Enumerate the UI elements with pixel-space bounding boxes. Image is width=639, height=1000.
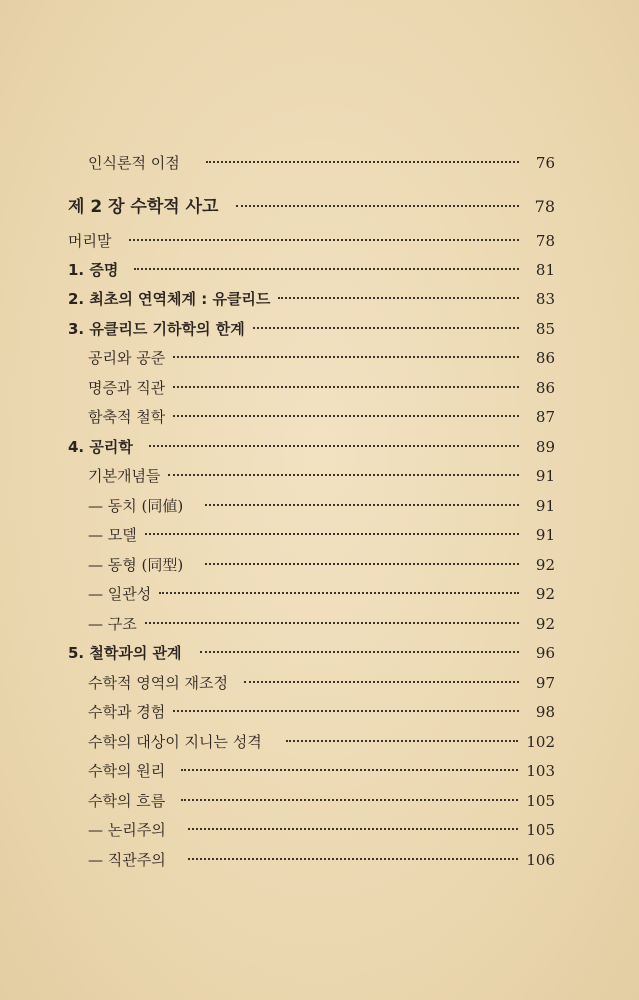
leader-dots [205, 504, 519, 506]
toc-section [68, 259, 555, 283]
toc-entry-page: 92 [535, 615, 555, 633]
section-title: 4. 공리학 [68, 438, 133, 456]
toc-entry-page: 105 [526, 821, 555, 839]
toc-entry [88, 152, 555, 176]
toc-entry-title: — 동형 (同型) [88, 556, 184, 574]
toc-entry-page: 76 [535, 154, 555, 172]
section-page: 96 [535, 644, 555, 662]
toc-entry-title: — 구조 [88, 615, 137, 633]
toc-entry-page: 102 [526, 733, 555, 751]
toc-entry [88, 701, 555, 725]
toc-entry [88, 790, 555, 814]
section-title: 2. 최초의 연역체계 : 유클리드 [68, 290, 271, 308]
toc-entry-title: — 직관주의 [88, 851, 166, 869]
leader-dots [168, 474, 519, 476]
leader-dots [244, 681, 519, 683]
leader-dots [145, 622, 519, 624]
leader-dots [286, 740, 519, 742]
leader-dots [173, 356, 519, 358]
toc-entry [88, 672, 555, 696]
toc-entry-page: 103 [526, 762, 555, 780]
leader-dots [129, 239, 519, 241]
toc-entry [88, 377, 555, 401]
leader-dots [181, 799, 518, 801]
toc-entry-page: 86 [535, 349, 555, 367]
toc-entry-title: — 동치 (同値) [88, 497, 184, 515]
toc-entry-page: 91 [535, 526, 555, 544]
toc-entry-page: 97 [535, 674, 555, 692]
section-page: 83 [535, 290, 555, 308]
chapter-page: 78 [534, 197, 555, 216]
toc-entry-title: 인식론적 이점 [88, 154, 180, 172]
leader-dots [278, 297, 519, 299]
section-page: 85 [535, 320, 555, 338]
toc-entry-title: 수학의 대상이 지니는 성격 [88, 733, 262, 751]
toc-entry-title: — 일관성 [88, 585, 152, 603]
toc-entry [88, 760, 555, 784]
toc-entry-title: 함축적 철학 [88, 408, 166, 426]
leader-dots [149, 445, 519, 447]
toc-entry-page: 105 [526, 792, 555, 810]
toc-entry-title: 머리말 [68, 232, 112, 250]
leader-dots [205, 563, 519, 565]
toc-entry-page: 92 [535, 556, 555, 574]
toc-entry-page: 106 [526, 851, 555, 869]
leader-dots [134, 268, 519, 270]
section-title: 3. 유클리드 기하학의 한계 [68, 320, 245, 338]
toc-entry [68, 230, 555, 254]
toc-entry [88, 465, 555, 489]
leader-dots [188, 858, 519, 860]
leader-dots [206, 161, 519, 163]
toc-entry-title: 수학적 영역의 재조정 [88, 674, 228, 692]
toc-subentry [88, 495, 555, 519]
leader-dots [173, 415, 519, 417]
section-title: 1. 증명 [68, 261, 119, 279]
toc-section [68, 288, 555, 312]
section-page: 89 [535, 438, 555, 456]
toc-entry-title: 수학과 경험 [88, 703, 166, 721]
leader-dots [253, 327, 519, 329]
leader-dots [181, 769, 518, 771]
toc-section [68, 436, 555, 460]
leader-dots [173, 710, 519, 712]
toc-entry-page: 92 [535, 585, 555, 603]
toc-chapter [68, 192, 555, 216]
toc-subentry [88, 613, 555, 637]
leader-dots [188, 828, 519, 830]
leader-dots [200, 651, 519, 653]
leader-dots [236, 205, 519, 207]
toc-entry-page: 87 [535, 408, 555, 426]
leader-dots [145, 533, 519, 535]
toc-entry-title: 기본개념들 [88, 467, 161, 485]
toc-section [68, 642, 555, 666]
toc-entry-page: 78 [535, 232, 555, 250]
section-page: 81 [535, 261, 555, 279]
leader-dots [159, 592, 519, 594]
toc-subentry [88, 849, 555, 873]
toc-section [68, 318, 555, 342]
toc-entry [88, 406, 555, 430]
toc-entry-page: 86 [535, 379, 555, 397]
leader-dots [173, 386, 519, 388]
toc-entry-title: — 모델 [88, 526, 137, 544]
toc-entry-page: 98 [535, 703, 555, 721]
toc-entry-page: 91 [535, 467, 555, 485]
toc-entry-title: 공리와 공준 [88, 349, 166, 367]
toc-subentry [88, 554, 555, 578]
toc-entry-title: — 논리주의 [88, 821, 166, 839]
toc-entry [88, 347, 555, 371]
toc-entry-title: 수학의 흐름 [88, 792, 166, 810]
toc-entry-title: 수학의 원리 [88, 762, 166, 780]
toc-entry [88, 731, 555, 755]
chapter-title: 제 2 장 수학적 사고 [68, 197, 219, 217]
toc-entry-page: 91 [535, 497, 555, 515]
toc-entry-title: 명증과 직관 [88, 379, 166, 397]
toc-subentry [88, 583, 555, 607]
toc-subentry [88, 819, 555, 843]
toc-subentry [88, 524, 555, 548]
section-title: 5. 철학과의 관계 [68, 644, 182, 662]
